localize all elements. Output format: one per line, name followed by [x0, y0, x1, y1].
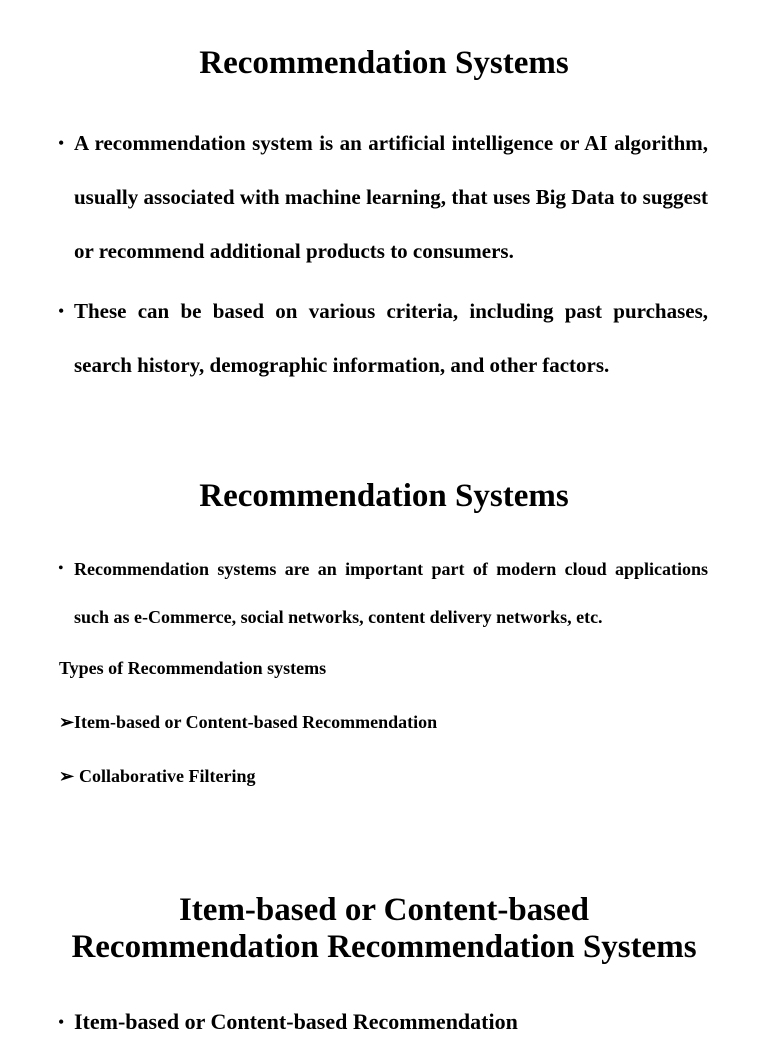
type-item-text: Collaborative Filtering [79, 766, 256, 786]
bullet-dot-icon: • [58, 133, 65, 153]
bullet-text: Item-based or Content-based Recommendation [74, 1009, 518, 1034]
bullet-dot-icon: • [58, 560, 64, 577]
arrow-bullet-icon: ➢ [59, 712, 75, 732]
arrow-bullet-icon: ➢ [59, 766, 75, 786]
section-item-based-recommendation [0, 892, 768, 1042]
bullet-item [0, 545, 768, 641]
bullet-text: These can be based on various criteria, including past purchases, search history, demographic information, and other factors. [74, 299, 708, 377]
section-title [0, 892, 768, 966]
section-title: Recommendation Systems [199, 45, 569, 81]
bullet-item [0, 284, 768, 392]
section-title-line: Recommendation Recommendation Systems [71, 929, 697, 965]
types-heading: Types of Recommendation systems [59, 658, 327, 678]
bullet-list [0, 1002, 768, 1042]
section-title-line: Item-based or Content-based [178, 892, 590, 928]
bullet-item [0, 116, 768, 278]
type-item [0, 695, 768, 749]
type-item-text: Item-based or Content-based Recommendation [74, 712, 438, 732]
bullet-dot-icon: • [58, 1012, 65, 1032]
bullet-item [0, 1002, 768, 1042]
section-recommendation-systems-1 [0, 44, 768, 398]
bullet-list [0, 545, 768, 641]
bullet-list [0, 116, 768, 392]
section-recommendation-systems-2 [0, 477, 768, 803]
section-title: Recommendation Systems [199, 478, 569, 514]
bullet-text: Recommendation systems are an important part of modern cloud applications such as e-Commerce, social networks, content delivery networks, etc. [74, 559, 708, 627]
bullet-text: A recommendation system is an artificial intelligence or AI algorithm, usually associated with machine learning, that uses Big Data to suggest or recommend additional products to consumers. [74, 131, 708, 263]
bullet-dot-icon: • [58, 301, 65, 321]
type-item [0, 749, 768, 803]
